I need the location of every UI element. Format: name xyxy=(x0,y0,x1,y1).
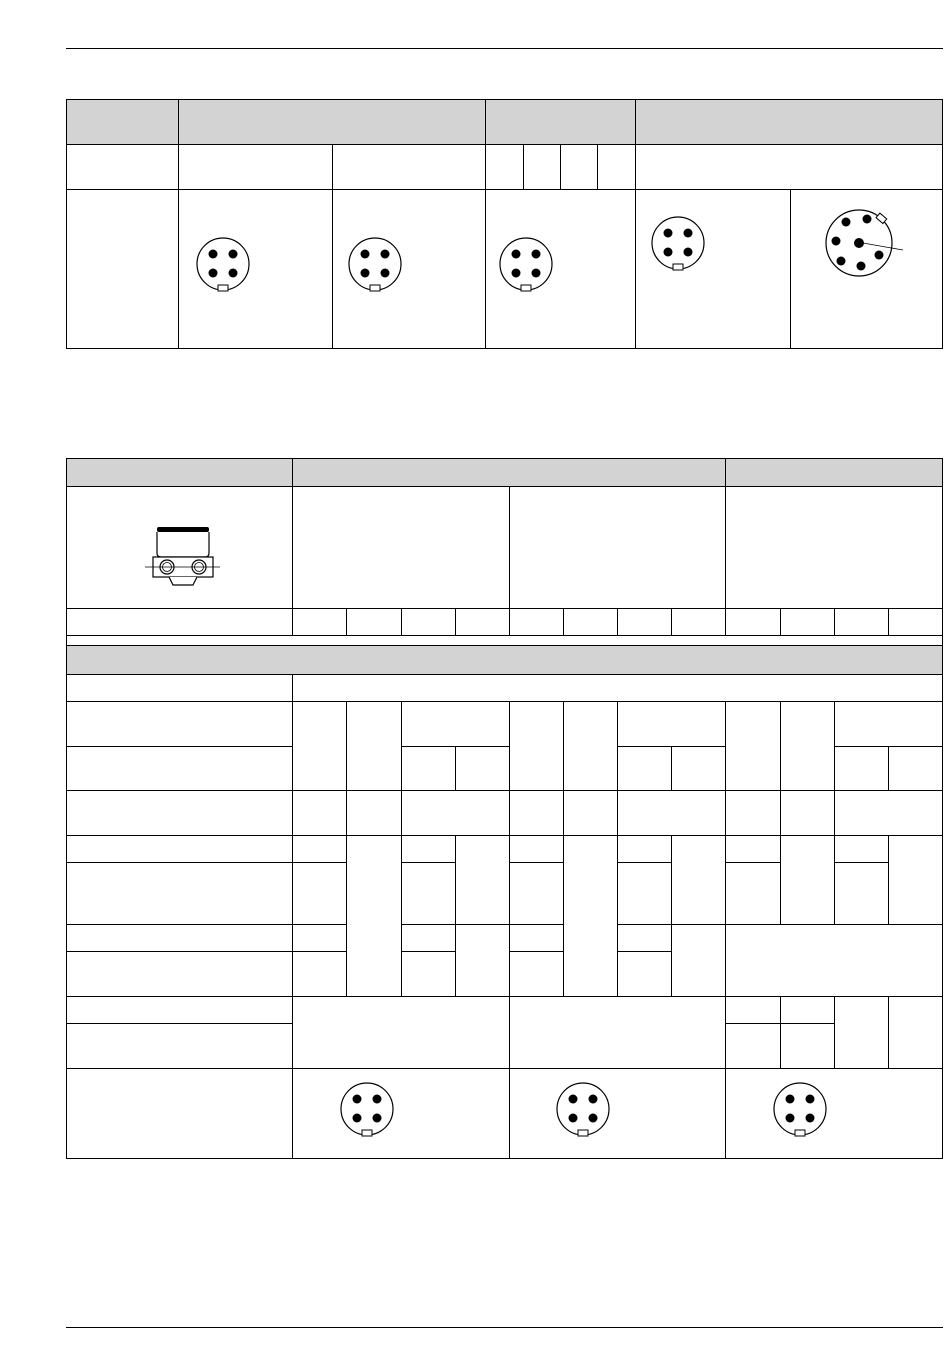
table2-cell xyxy=(780,790,835,836)
table2-cell xyxy=(725,1023,781,1069)
table1-header-cell xyxy=(178,99,486,145)
table1-cell xyxy=(66,144,179,190)
table2-cell xyxy=(401,608,456,636)
table2-header-cell xyxy=(292,458,726,487)
table2-cell xyxy=(725,701,781,791)
table2-cell xyxy=(671,746,726,791)
table2-cell xyxy=(834,790,943,836)
table2-cell xyxy=(725,486,943,609)
table1-connector-cell xyxy=(332,189,486,349)
table2-connector-cell xyxy=(509,1068,726,1159)
table2-connector-cell xyxy=(725,1068,943,1159)
table2-cell xyxy=(455,608,510,636)
table2-cell xyxy=(888,746,943,791)
table2-cell xyxy=(292,486,510,609)
table2-cell xyxy=(671,608,726,636)
table2-cell xyxy=(401,835,456,863)
table2-cell xyxy=(292,835,347,863)
table2-cell xyxy=(292,951,347,997)
table2-cell xyxy=(780,835,835,925)
table2-cell xyxy=(509,701,564,791)
m12-4pin-connector-icon xyxy=(195,236,251,298)
table2-cell xyxy=(455,746,510,791)
table2-cell xyxy=(563,608,618,636)
table1-connector-cell xyxy=(178,189,333,349)
table2-cell xyxy=(292,996,510,1069)
table2-cell xyxy=(888,996,943,1069)
table2-cell xyxy=(66,862,293,925)
table2-cell xyxy=(292,862,347,925)
table2-cell xyxy=(834,835,889,863)
table2-cell xyxy=(725,790,781,836)
table2-cell xyxy=(401,746,456,791)
table2-cell xyxy=(834,608,889,636)
table2-cell xyxy=(509,924,564,952)
m12-4pin-connector-icon xyxy=(772,1081,828,1143)
table1-header-cell xyxy=(66,99,179,145)
table2-device-cell xyxy=(66,486,293,609)
header-rule xyxy=(66,48,943,49)
table2-cell xyxy=(617,951,672,997)
m12-8pin-connector-icon xyxy=(825,210,915,280)
table2-cell xyxy=(66,701,293,747)
table2-cell xyxy=(834,996,889,1069)
table1-header-cell xyxy=(485,99,636,145)
table1-connector-cell xyxy=(485,189,636,349)
table2-cell xyxy=(780,608,835,636)
footer-rule xyxy=(66,1327,943,1328)
table2-cell xyxy=(509,862,564,925)
table2-cell xyxy=(834,746,889,791)
table2-cell xyxy=(725,835,781,863)
table1-connector-cell xyxy=(790,189,943,349)
table2-cell xyxy=(66,746,293,791)
table2-cell xyxy=(563,790,618,836)
table2-cell xyxy=(66,1068,293,1159)
table1-cell xyxy=(66,189,179,349)
m12-4pin-connector-icon xyxy=(339,1081,395,1143)
table2-cell xyxy=(888,608,943,636)
table2-cell xyxy=(346,608,402,636)
table2-cell xyxy=(346,790,402,836)
table2-cell xyxy=(66,996,293,1024)
table2-cell xyxy=(66,1023,293,1069)
table2-cell xyxy=(401,951,456,997)
table2-cell xyxy=(780,996,835,1024)
table1-cell xyxy=(597,144,636,190)
table2-cell xyxy=(66,951,293,997)
table2-cell xyxy=(509,951,564,997)
table2-cell xyxy=(617,746,672,791)
table2-cell xyxy=(66,924,293,952)
table2-cell xyxy=(617,701,726,747)
table2-cell xyxy=(66,790,293,836)
table2-cell xyxy=(455,924,510,997)
m12-4pin-connector-icon xyxy=(498,236,554,298)
table2-cell xyxy=(292,608,347,636)
table2-cell xyxy=(401,924,456,952)
table2-cell xyxy=(346,835,402,997)
table2-cell xyxy=(66,674,293,702)
m12-4pin-connector-icon xyxy=(347,236,403,298)
table2-cell xyxy=(292,701,347,791)
table2-cell xyxy=(671,835,726,925)
table2-cell xyxy=(725,862,781,925)
table2-cell xyxy=(66,608,293,636)
m12-4pin-connector-icon xyxy=(555,1081,611,1143)
table2-cell xyxy=(346,701,402,791)
table2-cell xyxy=(834,701,943,747)
table2-cell xyxy=(780,1023,835,1069)
table2-cell xyxy=(401,701,510,747)
table2-cell xyxy=(617,608,672,636)
table2-cell xyxy=(401,862,456,925)
table2-cell xyxy=(455,835,510,925)
table2-cell xyxy=(617,862,672,925)
table2-cell xyxy=(617,924,672,952)
table2-cell xyxy=(617,835,672,863)
table1-cell xyxy=(178,144,333,190)
table1-connector-cell xyxy=(635,189,791,349)
table2-cell xyxy=(725,924,943,997)
table2-cell xyxy=(671,924,726,997)
sensor-housing-icon xyxy=(145,525,220,591)
table2-header-cell xyxy=(66,458,293,487)
table2-cell xyxy=(509,608,564,636)
table1-cell xyxy=(635,144,943,190)
table2-cell xyxy=(834,862,889,925)
table2-cell xyxy=(725,996,781,1024)
table2-cell xyxy=(509,486,726,609)
table2-section-header xyxy=(66,645,943,675)
table1-cell xyxy=(560,144,598,190)
table2-cell xyxy=(563,835,618,997)
table1-cell xyxy=(485,144,524,190)
table2-cell xyxy=(292,924,347,952)
table2-cell xyxy=(888,835,943,925)
table2-cell xyxy=(292,674,943,702)
table2-cell xyxy=(780,701,835,791)
table2-cell xyxy=(292,790,347,836)
table2-cell xyxy=(563,701,618,791)
table1-header-cell xyxy=(635,99,943,145)
table2-cell xyxy=(509,790,564,836)
table2-header-cell xyxy=(725,458,943,487)
table2-connector-cell xyxy=(292,1068,510,1159)
table1-cell xyxy=(523,144,561,190)
table2-cell xyxy=(401,790,510,836)
table2-cell xyxy=(617,790,726,836)
m12-4pin-connector-icon xyxy=(650,215,706,277)
table2-cell xyxy=(509,996,726,1069)
table2-cell xyxy=(66,835,293,863)
table1-cell xyxy=(332,144,486,190)
table2-cell xyxy=(725,608,781,636)
table2-cell xyxy=(509,835,564,863)
